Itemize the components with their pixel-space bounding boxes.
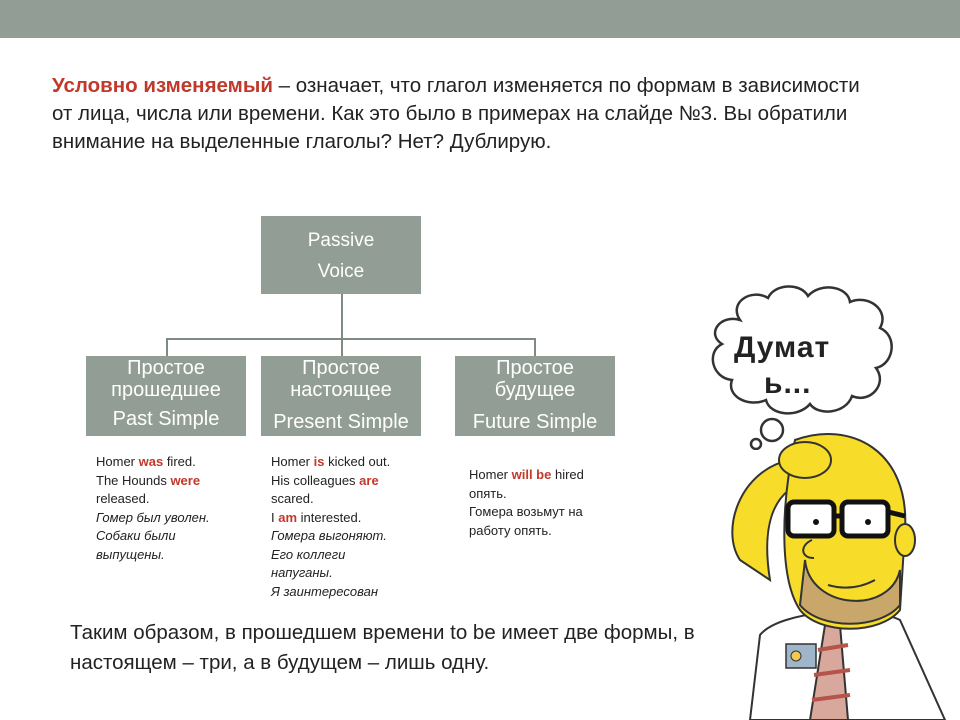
example-translation: Собаки были [96,528,176,543]
example-text: kicked out. [324,454,391,469]
example-translation: Я заинтересован [271,583,378,599]
verb-highlight: were [170,472,201,488]
connector-vertical-root [341,294,343,338]
example-translation: Гомера выгоняют. [271,528,387,543]
box-ru-label: Простое прошедшее [111,357,221,401]
intro-text: – означает, что глагол изменяется по формам в зависимости от лица, числа или времени. Как это было в примерах на слайде №3. Вы обратили внимание на выделенные глаголы? Нет? Дублирую. [52,74,860,153]
diagram-root-box [261,216,421,294]
example-text: released. [96,491,150,506]
root-label-line1: Passive [307,230,375,251]
diagram-box-past [86,356,246,436]
intro-highlight: Условно изменяемый [52,74,273,97]
example-text: Homer [469,467,512,482]
box-ru-label: Простое будущее [494,357,576,401]
box-en-label: Past Simple [112,408,220,430]
box-ru-label: Простое настоящее [290,357,392,401]
example-text: His colleagues [271,472,360,488]
example-translation: Гомера возьмут на [469,504,583,519]
example-text: Homer [96,454,139,469]
top-bar [0,0,960,38]
conclusion-text: Таким образом, в прошедшем времени to be имеет две формы, в настоящем – три, а в будущем – лишь одну. [70,621,695,674]
bubble-text [734,330,864,402]
example-text: fired. [163,454,196,469]
verb-highlight: is [313,454,325,469]
example-text: опять. [469,485,507,501]
example-text: scared. [271,491,314,506]
examples-present [271,453,431,601]
example-translation: напуганы. [271,565,333,580]
connector-vertical-mid [341,338,343,356]
verb-highlight: will be [511,467,552,482]
example-translation: работу опять. [469,522,552,538]
connector-horizontal [166,338,536,340]
examples-past [96,453,256,564]
homer-illustration [700,420,960,720]
bubble-line2: ь... [764,367,812,400]
root-label-line2: Voice [317,261,365,282]
example-translation: Его коллеги [271,546,346,562]
example-text: The Hounds [96,472,171,488]
connector-vertical-right [534,338,536,356]
example-translation: Гомер был уволен. [96,509,210,525]
example-text: Homer [271,454,314,469]
verb-highlight: are [359,472,379,488]
box-en-label: Future Simple [472,411,598,433]
verb-highlight: am [278,509,298,525]
diagram-box-future [455,356,615,436]
intro-paragraph [52,72,872,156]
verb-highlight: was [138,454,164,469]
example-translation: выпущены. [96,546,165,562]
example-text: interested. [297,509,362,525]
connector-vertical-left [166,338,168,356]
examples-future [469,466,629,540]
bubble-line1: Думат [734,331,831,364]
example-text: I [271,509,279,525]
diagram-box-present [261,356,421,436]
box-en-label: Present Simple [273,411,409,433]
example-text: hired [551,467,584,482]
